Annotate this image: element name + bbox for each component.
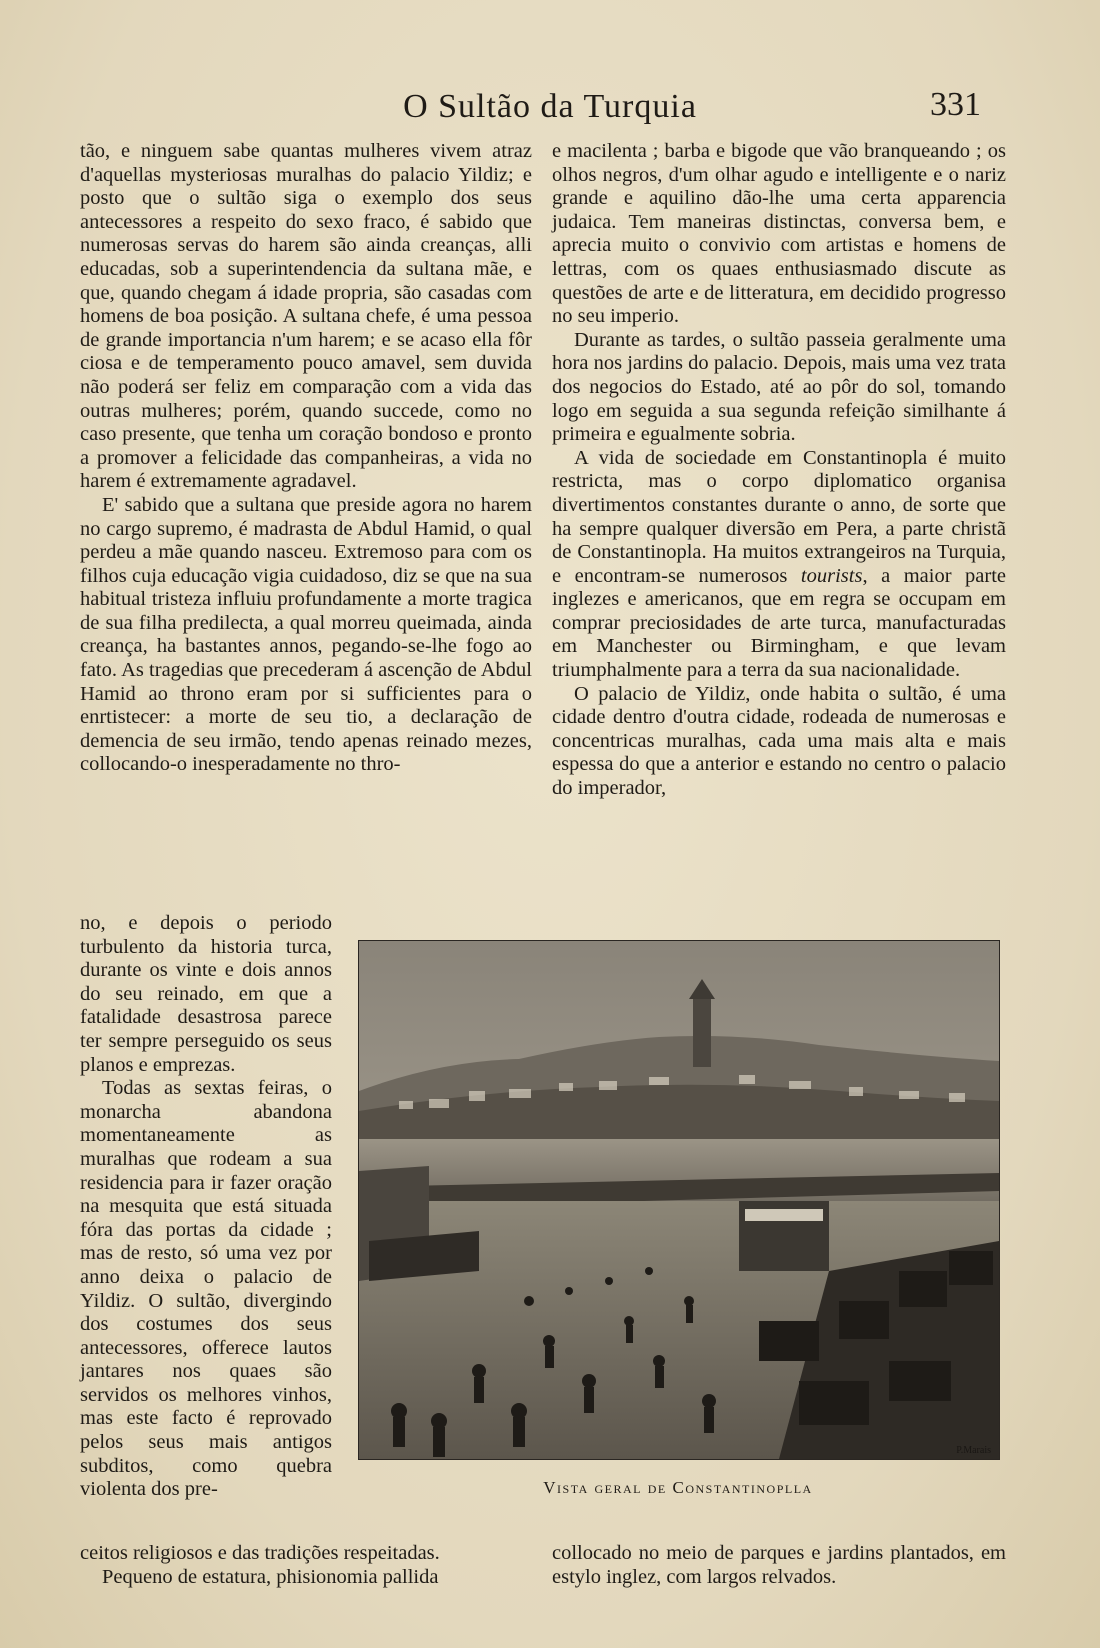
paragraph: ceitos religiosos e das tradições respeitadas. [80, 1542, 440, 1564]
text-span: , a maior parte inglezes e americanos, que em regra se occupam em comprar preciosidades de arte turca, manufacturadas em Manchester ou Birmingham, e que levam triumphalmente para a terra da sua nacionalidade. [552, 564, 1007, 682]
paragraph: O palacio de Yildiz, onde habita o sultão, é uma cidade dentro d'outra cidade, rodeada de numerosas e concentricas muralhas, cada uma mais alta e mais espessa do que a anterior e estando no centro o palacio do imperador, [552, 682, 1006, 800]
paragraph: no, e depois o periodo turbulento da historia turca, durante os vinte e dois annos do seu reinado, em que a fatalidade desastrosa parece ter sempre perseguido os seus planos e emprezas. [80, 912, 332, 1076]
paragraph: e macilenta ; barba e bigode que vão branqueando ; os olhos negros, d'um olhar agudo e intelligente e o nariz grande e aquilino dão-lhe uma certa apparencia judaica. Tem maneiras distinctas, conversa bem, e aprecia muito o convivio com artistas e homens de lettras, com os quaes enthusiasmado discute as questões de arte e de litteratura, em decidido progresso no seu imperio. [552, 140, 1006, 328]
paragraph: Durante as tardes, o sultão passeia geralmente uma hora nos jardins do palacio. Depois, mais uma vez trata dos negocios do Estado, até ao pôr do sol, tomando logo em seguida a sua segunda refeição similhante á primeira e egualmente sobria. [552, 328, 1006, 446]
italic-text: tourists [800, 564, 863, 587]
bottom-left-text [80, 1542, 532, 1589]
paragraph [552, 447, 1006, 683]
paragraph: Pequeno de estatura, phisionomia pallida [102, 1565, 439, 1588]
page-number: 331 [930, 86, 981, 123]
constantinople-photo [358, 940, 1000, 1460]
photo-signature: P.Marais [956, 1445, 991, 1456]
wrapped-column [80, 912, 332, 1502]
text-span: A vida de sociedade em Constantinopla é muito restricta, mas o corpo diplomatico organisa divertimentos constantes durante o anno, de sorte que ha sempre qualquer diversão em Pera, a parte christã de Constantinopla. Ha muitos extrangeiros na Turquia, e encontram-se numerosos [552, 446, 1006, 587]
figure-caption: Vista geral de Constantinoplla [543, 1478, 813, 1497]
page-title: O Sultão da Turquia [403, 88, 697, 125]
paragraph: tão, e ninguem sabe quantas mulheres vivem atraz d'aquellas mysteriosas muralhas do palacio Yildiz; e posto que o sultão siga o exemplo dos seus antecessores a respeito do sexo fraco, é sabido que numerosas servas do harem são ainda creanças, alli educadas, sob a superintendencia da sultana mãe, e que, quando chegam á idade propria, são casadas com homens de boa posição. A sultana chefe, é uma pessoa de grande importancia n'um harem; e se acaso ella fôr ciosa e de temperamento pouco amavel, sem duvida não poderá ser feliz em comparação com a vida das outras mulheres; porém, quando succede, como no caso presente, que tenha um coração bondoso e pronto a promover a felicidade das companheiras, a vida no harem é extremamente agradavel. [80, 140, 532, 493]
bottom-right-text [552, 1542, 1006, 1589]
left-column [80, 140, 532, 777]
paragraph: E' sabido que a sultana que preside agora no harem no cargo supremo, é madrasta de Abdul Hamid, o qual perdeu a mãe quando nasceu. Extremoso para com os filhos cuja educação vigia cuidadoso, diz se que na sua habitual tristeza influiu profundamente a morte tragica de sua filha predilecta, a qual morreu queimada, ainda creança, ha bastantes annos, pegando-se-lhe fogo ao fato. As tragedias que precederam á ascenção de Abdul Hamid ao throno eram por si sufficientes para o enrtistecer: a morte de seu tio, a declaração de demencia de seu irmão, tendo apenas reinado mezes, collocando-o inesperadamente no thro- [80, 493, 532, 776]
paragraph: Todas as sextas feiras, o monarcha abandona momentaneamente as muralhas que rodeam a sua residencia para ir fazer oração na mesquita que está situada fóra das portas da cidade ; mas de resto, só uma vez por anno deixa o palacio de Yildiz. O sultão, divergindo dos costumes dos seus antecessores, offerece lautos jantares nos quaes são servidos os melhores vinhos, mas este facto é reprovado pelos seus mais antigos subditos, como quebra violenta dos pre- [80, 1077, 332, 1501]
right-column [552, 140, 1006, 801]
paragraph: collocado no meio de parques e jardins plantados, em estylo inglez, com largos relvados. [552, 1542, 1006, 1588]
photo-illustration [359, 941, 999, 1459]
